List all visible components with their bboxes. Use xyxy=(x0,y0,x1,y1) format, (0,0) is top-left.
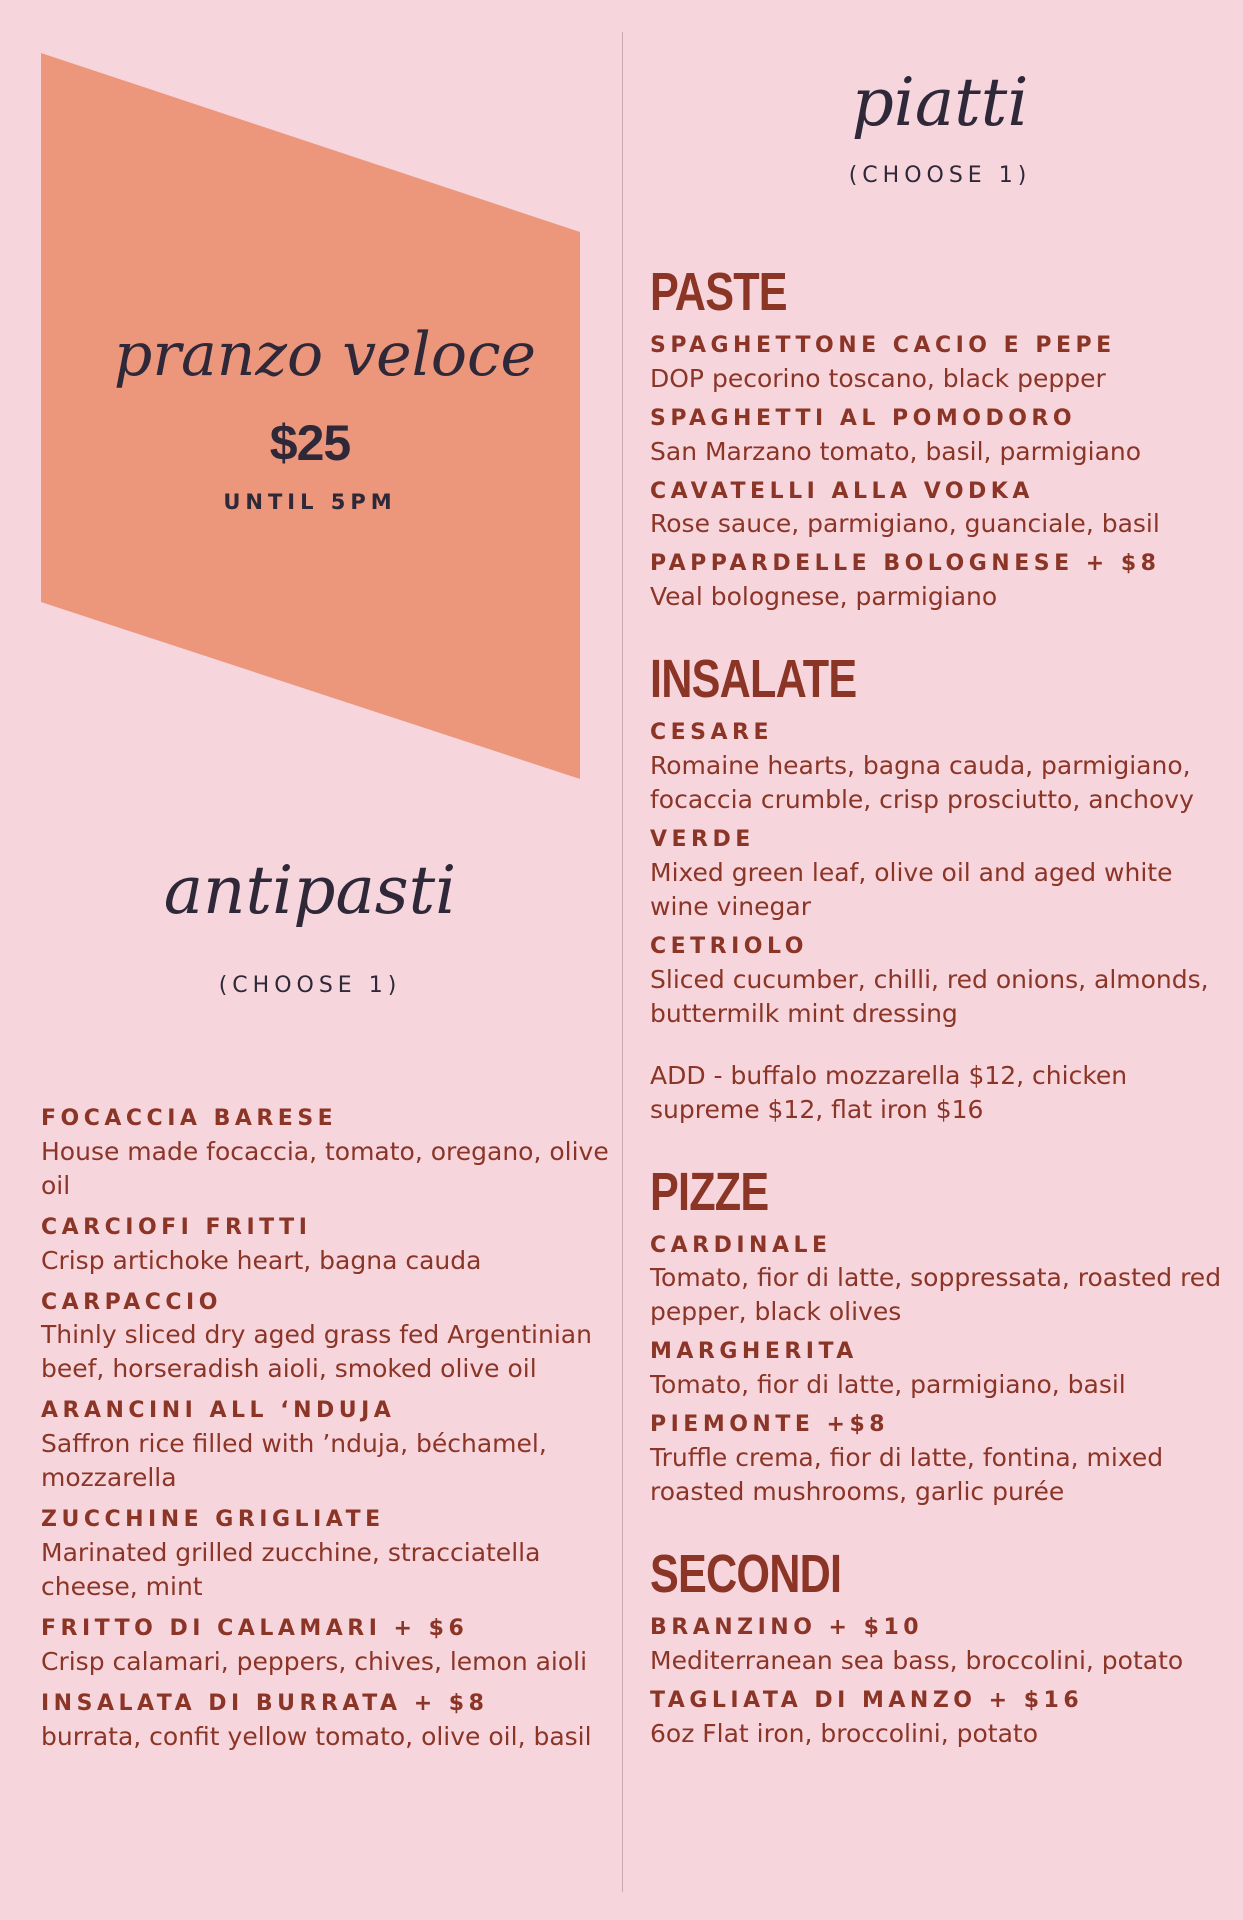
item-name: MARGHERITA xyxy=(650,1339,858,1365)
list-item xyxy=(41,1689,621,1754)
list-item xyxy=(650,1337,1230,1402)
item-name: PIEMONTE +$8 xyxy=(650,1412,890,1438)
insalate-section xyxy=(650,649,1230,1126)
antipasti-choose-note: (CHOOSE 1) xyxy=(218,973,402,998)
item-name: FOCACCIA BARESE xyxy=(41,1106,338,1131)
piatti-choose-note: (CHOOSE 1) xyxy=(848,163,1032,188)
list-item xyxy=(650,825,1230,924)
item-description: burrata, confit yellow tomato, olive oil, basil xyxy=(41,1721,592,1751)
item-name: VERDE xyxy=(650,826,755,852)
secondi-section xyxy=(650,1543,1230,1751)
item-name: BRANZINO + $10 xyxy=(650,1614,924,1640)
item-name: SPAGHETTONE CACIO E PEPE xyxy=(650,333,1116,358)
item-description: Mediterranean sea bass, broccolini, potato xyxy=(650,1645,1184,1675)
list-item xyxy=(650,1231,1230,1330)
item-name: INSALATA DI BURRATA + $8 xyxy=(41,1690,489,1716)
section-heading: INSALATE xyxy=(650,649,857,710)
item-name: CAVATELLI ALLA VODKA xyxy=(650,478,1034,504)
item-description: Crisp artichoke heart, bagna cauda xyxy=(41,1245,482,1275)
item-description: Truffle crema, fior di latte, fontina, mixed roasted mushrooms, garlic purée xyxy=(650,1442,1164,1506)
list-item xyxy=(41,1614,621,1679)
antipasti-list xyxy=(41,1104,621,1754)
piatti-title: piatti xyxy=(851,64,1029,141)
list-item xyxy=(650,404,1230,469)
paste-section xyxy=(650,262,1230,614)
list-item xyxy=(41,1505,621,1604)
item-description: Rose sauce, parmigiano, guanciale, basil xyxy=(650,509,1160,539)
list-item xyxy=(41,1288,621,1387)
item-description: San Marzano tomato, basil, parmigiano xyxy=(650,436,1142,466)
section-heading: PIZZE xyxy=(650,1161,769,1222)
list-item xyxy=(650,1613,1230,1678)
item-description: Crisp calamari, peppers, chives, lemon aioli xyxy=(41,1646,588,1676)
item-description: Thinly sliced dry aged grass fed Argentinian beef, horseradish aioli, smoked olive oil xyxy=(41,1320,592,1384)
list-item xyxy=(650,477,1230,542)
item-name: CESARE xyxy=(650,720,774,746)
list-item xyxy=(41,1213,621,1278)
item-description: Tomato, fior di latte, parmigiano, basil xyxy=(650,1370,1126,1400)
insalate-add-note: ADD - buffalo mozzarella $12, chicken supreme $12, flat iron $16 xyxy=(650,1060,1128,1124)
list-item xyxy=(650,1410,1230,1509)
promo-price: $25 xyxy=(269,415,351,471)
list-item xyxy=(650,331,1230,396)
column-divider xyxy=(622,32,623,1892)
antipasti-title: antipasti xyxy=(163,852,457,929)
section-heading: SECONDI xyxy=(650,1543,842,1604)
item-description: Tomato, fior di latte, soppressata, roasted red pepper, black olives xyxy=(650,1263,1222,1327)
item-name: CARCIOFI FRITTI xyxy=(41,1214,312,1240)
item-description: 6oz Flat iron, broccolini, potato xyxy=(650,1718,1039,1748)
item-name: CETRIOLO xyxy=(650,933,808,959)
list-item xyxy=(41,1396,621,1495)
item-name: CARPACCIO xyxy=(41,1289,222,1315)
item-name: FRITTO DI CALAMARI + $6 xyxy=(41,1615,469,1641)
item-description: Marinated grilled zucchine, stracciatella cheese, mint xyxy=(41,1537,541,1601)
item-name: PAPPARDELLE BOLOGNESE + $8 xyxy=(650,551,1161,577)
item-description: Mixed green leaf, olive oil and aged white wine vinegar xyxy=(650,857,1173,921)
item-description: DOP pecorino toscano, black pepper xyxy=(650,363,1106,393)
section-heading: PASTE xyxy=(650,262,787,322)
piatti-menu xyxy=(650,262,1230,1751)
promo-title: pranzo veloce xyxy=(113,320,537,390)
item-name: ARANCINI ALL ‘NDUJA xyxy=(41,1398,396,1424)
item-name: CARDINALE xyxy=(650,1232,832,1258)
item-description: Sliced cucumber, chilli, red onions, almonds, buttermilk mint dressing xyxy=(650,964,1209,1028)
pizze-section xyxy=(650,1161,1230,1509)
item-description: House made focaccia, tomato, oregano, olive oil xyxy=(41,1136,609,1200)
item-name: SPAGHETTI AL POMODORO xyxy=(650,405,1077,431)
list-item xyxy=(650,549,1230,614)
promo-hours: UNTIL 5PM xyxy=(223,490,397,514)
list-item xyxy=(650,1686,1230,1751)
item-description: Veal bolognese, parmigiano xyxy=(650,582,998,612)
item-name: TAGLIATA DI MANZO + $16 xyxy=(650,1687,1084,1713)
item-name: ZUCCHINE GRIGLIATE xyxy=(41,1507,385,1533)
list-item xyxy=(650,718,1230,817)
list-item xyxy=(41,1104,621,1203)
item-description: Saffron rice filled with ’nduja, béchamel, mozzarella xyxy=(41,1429,547,1493)
promo-shape xyxy=(0,0,622,800)
list-item xyxy=(650,932,1230,1031)
item-description: Romaine hearts, bagna cauda, parmigiano, focaccia crumble, crisp prosciutto, anchovy xyxy=(650,750,1194,814)
